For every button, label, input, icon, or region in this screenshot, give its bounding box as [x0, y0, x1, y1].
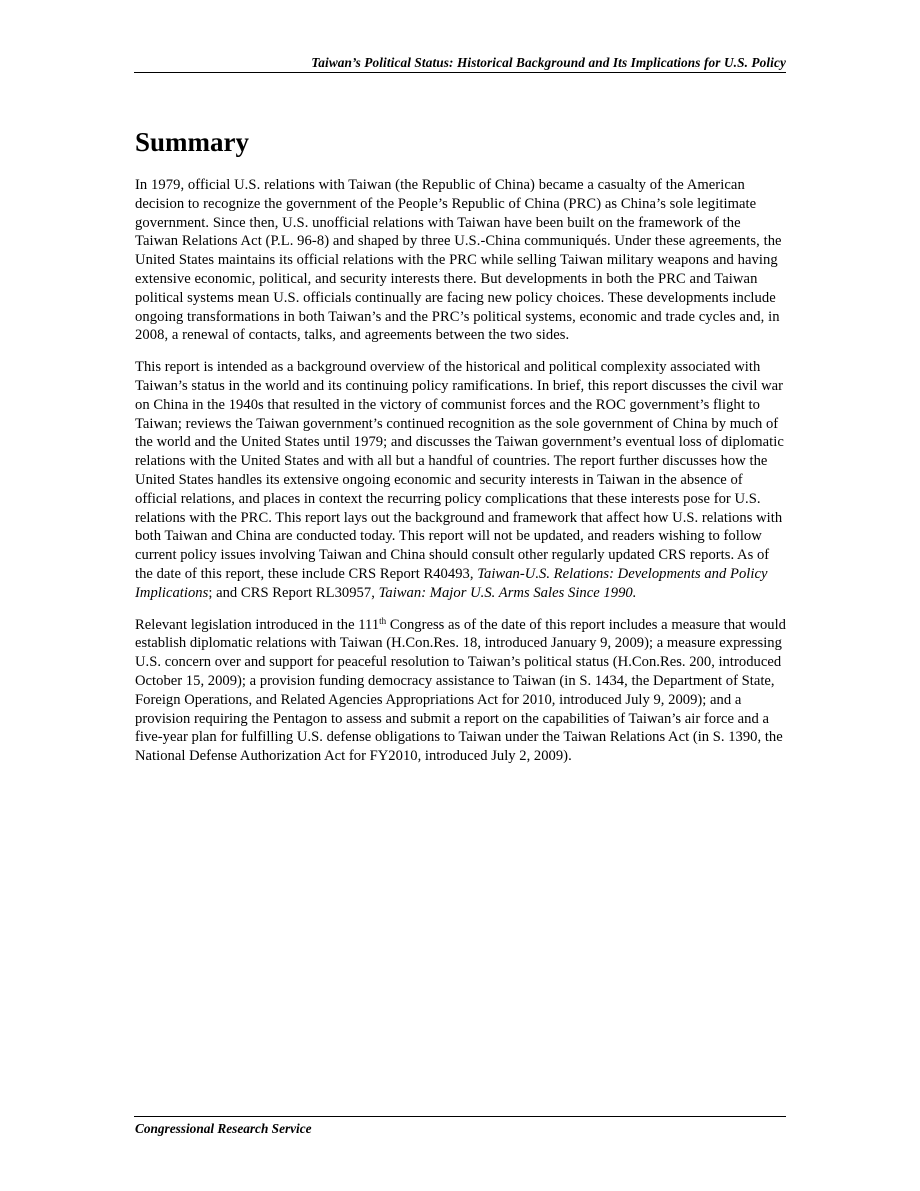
paragraph-3-rest-text: Congress as of the date of this report includes a measure that would establish diplomatic relations with Taiwan (H.Con.Res. 18, introduced January 9, 2009); a measure expressing U.S. concern over and support for peaceful resolution to Taiwan’s political status (H.Con.Res. 200, introduced October 15, 2009); a provision funding democracy assistance to Taiwan (in S. 1434, the Department of State, Foreign Operations, and Related Agencies Appropriations Act for 2010, introduced July 9, 2009); and a provision requiring the Pentagon to assess and submit a report on the capabilities of Taiwan’s air force and a five-year plan for fulfilling U.S. defense obligations to Taiwan under the Taiwan Relations Act (in S. 1390, the National Defense Authorization Act for FY2010, introduced July 2, 2009). — [135, 616, 786, 765]
footer-publisher: Congressional Research Service — [135, 1121, 312, 1136]
summary-paragraph-2 — [135, 358, 787, 602]
header-rule — [134, 72, 786, 73]
summary-paragraph-3 — [135, 616, 787, 766]
summary-body — [135, 176, 787, 779]
paragraph-2-main-text: This report is intended as a background overview of the historical and political complexity associated with Taiwan’s status in the world and its continuing policy ramifications. In brief, this report discusses the civil war on China in the 1940s that resulted in the victory of communist forces and the ROC government’s flight to Taiwan; reviews the Taiwan government’s continued recognition as the sole government of China by much of the world and the United States until 1979; and discusses the Taiwan government’s eventual loss of diplomatic relations with the United States and with all but a handful of countries. The report further discusses how the United States handles its extensive ongoing economic and security interests in Taiwan in the absence of official relations, and places in context the recurring policy complications that these interests pose for U.S. relations with the PRC. This report lays out the background and framework that affect how U.S. relations with both Taiwan and China are conducted today. This report will not be updated, and readers wishing to follow current policy issues involving Taiwan and China should consult other regularly updated CRS reports. As of the date of this report, these include CRS Report R40493, — [135, 359, 784, 582]
footer-rule — [134, 1116, 786, 1117]
paragraph-3-start-text: Relevant legislation introduced in the 111 — [135, 616, 380, 633]
crs-report-title-r40493: Taiwan-U.S. Relations: Developments and Policy Implications — [135, 565, 768, 601]
summary-paragraph-1: In 1979, official U.S. relations with Taiwan (the Republic of China) became a casualty of the American decision to recognize the government of the People’s Republic of China (PRC) as China’s sole legitimate government. Since then, U.S. unofficial relations with Taiwan have been built on the framework of the Taiwan Relations Act (P.L. 96-8) and shaped by three U.S.-China communiqués. Under these agreements, the United States maintains its official relations with the PRC while selling Taiwan military weapons and having extensive economic, political, and security interests there. But developments in both the PRC and Taiwan political systems mean U.S. officials continually are facing new policy choices. These developments include ongoing transformations in both Taiwan’s and the PRC’s political systems, economic and trade cycles and, in 2008, a renewal of contacts, talks, and agreements between the two sides. — [135, 177, 782, 344]
running-header: Taiwan’s Political Status: Historical Background and Its Implications for U.S. Policy — [311, 55, 786, 70]
crs-report-title-rl30957: Taiwan: Major U.S. Arms Sales Since 1990. — [378, 584, 637, 601]
paragraph-2-connector-text: ; and CRS Report RL30957, — [208, 584, 379, 601]
ordinal-suffix: th — [379, 615, 387, 626]
page-title: Summary — [135, 127, 249, 157]
